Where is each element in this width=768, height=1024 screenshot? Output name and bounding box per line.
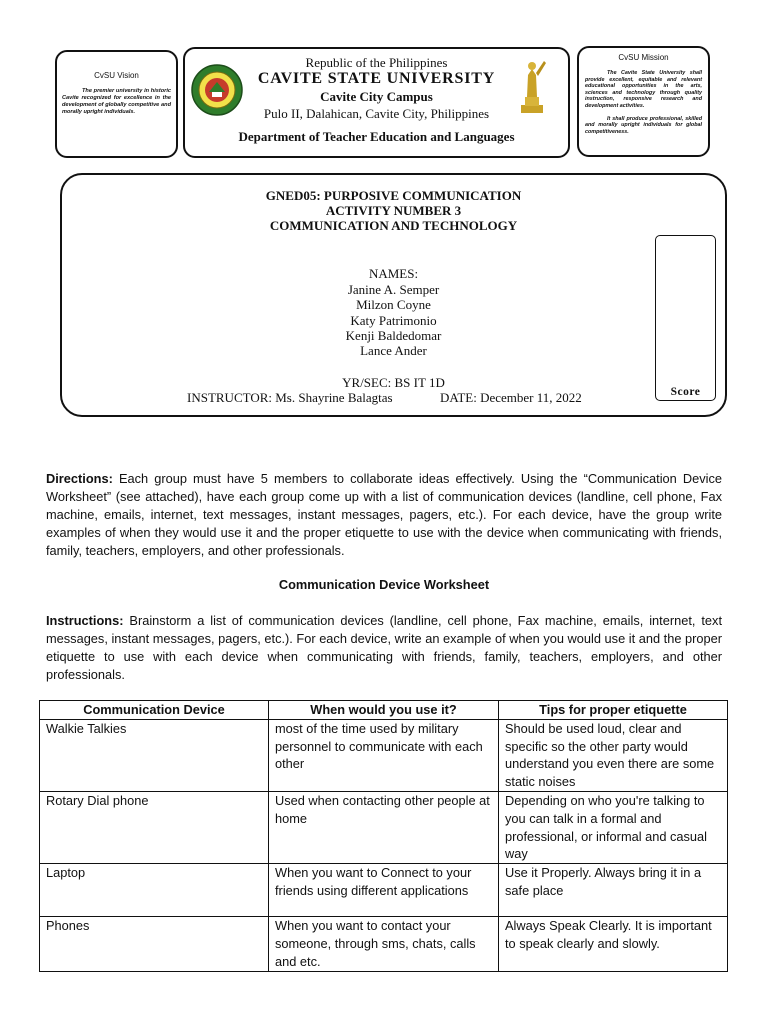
- course-title: GNED05: PURPOSIVE COMMUNICATION: [265, 188, 522, 203]
- university-header: [183, 47, 570, 158]
- directions-paragraph: [46, 470, 722, 560]
- table-header-row: [40, 701, 728, 720]
- table-cell: Depending on who you're talking to you can talk in a formal and professional, or informal and casual way: [499, 791, 728, 863]
- table-cell: Always Speak Clearly. It is important to speak clearly and slowly.: [499, 917, 728, 971]
- table-row: [40, 791, 728, 863]
- table-cell: Used when contacting other people at home: [269, 791, 499, 863]
- activity-number: ACTIVITY NUMBER 3: [325, 203, 462, 218]
- table-row: [40, 864, 728, 917]
- university-name: CAVITE STATE UNIVERSITY: [257, 70, 496, 87]
- member-name: Milzon Coyne: [356, 297, 431, 312]
- names-label: NAMES:: [368, 266, 419, 281]
- year-section: YR/SEC: BS IT 1D: [342, 375, 445, 390]
- table-cell: Rotary Dial phone: [40, 791, 269, 863]
- campus-address: Pulo II, Dalahican, Cavite City, Philippines: [263, 106, 490, 121]
- table-cell: When you want to contact your someone, through sms, chats, calls and etc.: [269, 917, 499, 971]
- table-cell: most of the time used by military personnel to communicate with each other: [269, 719, 499, 791]
- member-name: Kenji Baldedomar: [345, 328, 442, 343]
- mission-title: CvSU Mission: [618, 53, 669, 62]
- column-header: When would you use it?: [269, 701, 499, 720]
- communication-device-table: [39, 700, 728, 972]
- activity-topic: COMMUNICATION AND TECHNOLOGY: [269, 218, 518, 233]
- member-name: Lance Ander: [360, 343, 427, 358]
- date-line: DATE: December 11, 2022: [440, 390, 582, 405]
- worksheet-title: Communication Device Worksheet: [278, 577, 490, 592]
- score-label: Score: [670, 386, 701, 398]
- vision-title: CvSU Vision: [94, 71, 139, 80]
- table-cell: Phones: [40, 917, 269, 971]
- mission-text-1: The Cavite State University shall provide excellent, equitable and relevant educational opportunities in the arts, sciences and technology through quality instruction, responsive research and development activities.: [585, 70, 702, 109]
- table-row: [40, 917, 728, 971]
- score-box: [655, 235, 716, 401]
- instructions-text: Brainstorm a list of communication devices (landline, cell phone, Fax machine, emails, internet, text messages, instant messages, pagers, etc.). For each device, write an example of when you would use it and the proper etiquette to use with each device when communicating with friends, family, teachers, employers, and other professionals.: [46, 613, 722, 682]
- table-cell: Should be used loud, clear and specific so the other party would understand you even there are some static noises: [499, 719, 728, 791]
- member-name: Janine A. Semper: [347, 282, 440, 297]
- activity-box: [60, 173, 727, 417]
- instructions-label: Instructions:: [46, 613, 124, 628]
- directions-text: Each group must have 5 members to collaborate ideas effectively. Using the “Communication Device Worksheet” (see attached), have each group come up with a list of communication devices (landline, cell phone, Fax machine, emails, internet, text messages, instant messages, pagers, etc.). For each device, have the group write examples of when they would use it and the proper etiquette to use with the device when communicating with friends, family, teachers, employers, and other professionals.: [46, 471, 722, 558]
- member-name: Katy Patrimonio: [350, 313, 437, 328]
- republic-line: Republic of the Philippines: [305, 55, 448, 70]
- department-name: Department of Teacher Education and Languages: [238, 129, 515, 144]
- table-cell: Walkie Talkies: [40, 719, 269, 791]
- table-row: [40, 719, 728, 791]
- campus-name: Cavite City Campus: [320, 89, 433, 104]
- column-header: Tips for proper etiquette: [499, 701, 728, 720]
- vision-text: The premier university in historic Cavite recognized for excellence in the development of globally competitive and morally upright individuals.: [62, 88, 171, 115]
- table-cell: Use it Properly. Always bring it in a safe place: [499, 864, 728, 917]
- mission-text-2: It shall produce professional, skilled and morally upright individuals for global competitiveness.: [585, 115, 702, 135]
- table-cell: When you want to Connect to your friends using different applications: [269, 864, 499, 917]
- instructor-line: INSTRUCTOR: Ms. Shayrine Balagtas: [187, 390, 393, 405]
- statue-logo: [515, 57, 549, 115]
- directions-label: Directions:: [46, 471, 113, 486]
- vision-box: [55, 50, 178, 158]
- mission-box: [577, 46, 710, 157]
- instructions-paragraph: [46, 612, 722, 684]
- table-cell: Laptop: [40, 864, 269, 917]
- column-header: Communication Device: [40, 701, 269, 720]
